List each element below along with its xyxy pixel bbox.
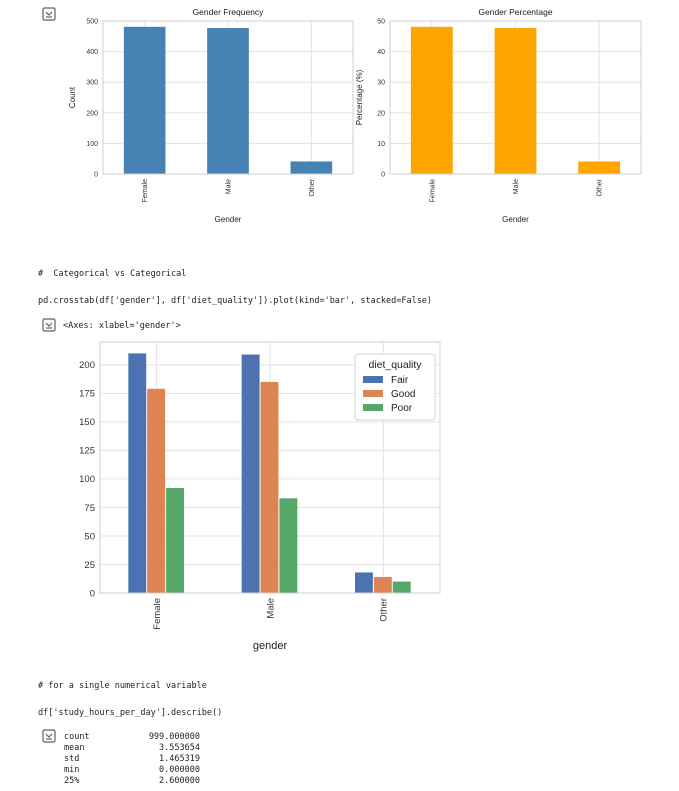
y-tick-label: 0 xyxy=(89,588,95,600)
gender-percentage-chart xyxy=(355,0,655,235)
legend-swatch-poor xyxy=(363,404,383,411)
describe-row: mean 3.553654 xyxy=(64,743,200,753)
code-line: df['study_hours_per_day'].describe() xyxy=(38,708,223,718)
bar-fair xyxy=(128,353,146,593)
x-tick-label: Other xyxy=(308,178,316,197)
y-tick-label: 200 xyxy=(86,110,98,118)
legend-title: diet_quality xyxy=(368,359,422,371)
y-tick-label: 50 xyxy=(377,18,385,26)
bar-poor xyxy=(279,498,297,593)
y-tick-label: 400 xyxy=(86,49,98,57)
output-toggle-icon[interactable] xyxy=(42,318,56,332)
x-tick-label: Other xyxy=(378,598,390,622)
x-axis-label: Gender xyxy=(214,215,242,224)
gender-frequency-chart xyxy=(60,0,370,235)
y-tick-label: 20 xyxy=(377,110,385,118)
output-toggle-icon[interactable] xyxy=(42,7,56,21)
y-tick-label: 40 xyxy=(377,49,385,57)
y-tick-label: 100 xyxy=(86,140,98,148)
x-tick-label: Female xyxy=(429,179,437,203)
output-text: <Axes: xlabel='gender'> xyxy=(63,321,181,331)
y-tick-label: 30 xyxy=(377,79,385,87)
y-tick-label: 0 xyxy=(94,171,98,179)
chart-title: Gender Frequency xyxy=(192,7,264,17)
bar-poor xyxy=(393,582,411,593)
x-tick-label: Other xyxy=(596,179,604,197)
legend-label: Good xyxy=(391,389,416,400)
y-tick-label: 0 xyxy=(381,171,385,179)
x-tick-label: Male xyxy=(265,598,277,619)
y-tick-label: 75 xyxy=(84,502,95,514)
y-tick-label: 200 xyxy=(79,360,95,372)
code-comment: # for a single numerical variable xyxy=(38,681,207,691)
bar-fair xyxy=(242,355,260,593)
bar xyxy=(411,27,453,174)
bar xyxy=(207,28,249,174)
bar xyxy=(124,27,166,174)
bar-good xyxy=(261,382,279,593)
legend-swatch-fair xyxy=(363,376,383,383)
diet-quality-by-gender-chart xyxy=(60,330,460,660)
legend-label: Poor xyxy=(391,403,413,414)
y-tick-label: 300 xyxy=(86,79,98,87)
legend-label: Fair xyxy=(391,375,409,386)
chart-title: Gender Percentage xyxy=(478,7,553,17)
y-axis-label: Count xyxy=(68,86,77,109)
bar-good xyxy=(374,577,392,593)
x-tick-label: Male xyxy=(225,179,233,195)
describe-row: 25% 2.600000 xyxy=(64,776,200,786)
bar xyxy=(578,161,620,174)
y-tick-label: 25 xyxy=(84,559,95,571)
bar xyxy=(291,161,333,174)
y-tick-label: 50 xyxy=(84,531,95,543)
describe-row: std 1.465319 xyxy=(64,754,200,764)
y-axis-label: Percentage (%) xyxy=(355,69,364,126)
describe-row: min 0.000000 xyxy=(64,765,200,775)
x-tick-label: Male xyxy=(512,179,520,195)
y-tick-label: 100 xyxy=(79,474,95,486)
x-tick-label: Female xyxy=(151,598,163,630)
y-tick-label: 500 xyxy=(86,18,98,26)
x-axis-label: gender xyxy=(252,640,288,652)
legend-swatch-good xyxy=(363,390,383,397)
bar-poor xyxy=(166,488,184,593)
y-tick-label: 125 xyxy=(79,445,95,457)
x-axis-label: Gender xyxy=(502,215,529,224)
y-tick-label: 175 xyxy=(79,388,95,400)
y-tick-label: 10 xyxy=(377,140,385,148)
output-toggle-icon[interactable] xyxy=(42,729,56,743)
code-comment: # Categorical vs Categorical xyxy=(38,269,187,279)
y-tick-label: 150 xyxy=(79,417,95,429)
code-line: pd.crosstab(df['gender'], df['diet_quality']).plot(kind='bar', stacked=False) xyxy=(38,296,433,306)
bar xyxy=(495,28,537,174)
x-tick-label: Female xyxy=(142,179,150,203)
bar-fair xyxy=(355,572,373,593)
describe-row: count 999.000000 xyxy=(64,732,200,742)
bar-good xyxy=(147,389,165,593)
